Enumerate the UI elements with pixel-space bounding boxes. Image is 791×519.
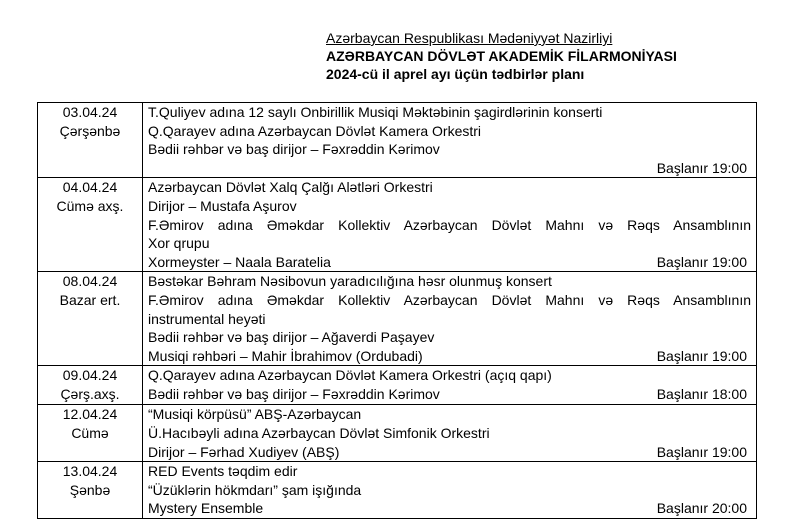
event-line: Xormeyster – Naala Baratelia bbox=[148, 253, 331, 270]
start-time: Başlanır 20:00 bbox=[656, 500, 747, 517]
events-table bbox=[37, 102, 757, 519]
event-line: Dirijor – Fərhad Xudiyev (ABŞ) bbox=[148, 443, 340, 460]
event-line: Mystery Ensemble bbox=[148, 500, 264, 517]
last-line-row bbox=[148, 499, 751, 518]
event-day: Cümə bbox=[71, 425, 109, 442]
event-date: 04.04.24 bbox=[62, 179, 118, 196]
event-line: Bədii rəhbər və baş dirijor – Fəxrəddin Kərimov bbox=[148, 385, 440, 402]
event-date: 03.04.24 bbox=[62, 104, 118, 120]
event-line: “Musiqi körpüsü” ABŞ-Azərbaycan bbox=[148, 406, 362, 423]
event-line: F.Əmirov adına Əməkdar Kollektiv Azərbaycan Dövlət Mahnı və Rəqs Ansamblının bbox=[148, 291, 751, 308]
table-row bbox=[38, 366, 757, 405]
start-time: Başlanır 19:00 bbox=[656, 347, 747, 364]
event-line: instrumental heyəti bbox=[148, 310, 266, 327]
event-date: 08.04.24 bbox=[62, 273, 118, 290]
event-cell bbox=[143, 272, 757, 366]
event-day: Cümə axş. bbox=[56, 198, 124, 215]
event-day: Bazar ert. bbox=[59, 292, 121, 309]
event-line: Azərbaycan Dövlət Xalq Çalğı Alətləri Orkestri bbox=[148, 179, 433, 196]
plan-title: 2024-cü il aprel ayı üçün tədbirlər planı bbox=[326, 66, 585, 82]
table-row bbox=[38, 178, 757, 272]
ministry-title: Azərbaycan Respublikası Mədəniyyət Nazirliyi bbox=[326, 30, 613, 46]
event-line: Bədii rəhbər və baş dirijor – Fəxrəddin Kərimov bbox=[148, 141, 440, 158]
start-time: Başlanır 18:00 bbox=[656, 385, 747, 402]
table-row bbox=[38, 103, 757, 178]
date-cell bbox=[38, 405, 143, 462]
event-cell bbox=[143, 366, 757, 405]
event-line: RED Events təqdim edir bbox=[148, 463, 298, 480]
last-line-row bbox=[148, 253, 751, 272]
start-time: Başlanır 19:00 bbox=[656, 159, 747, 176]
event-line: F.Əmirov adına Əməkdar Kollektiv Azərbaycan Dövlət Mahnı və Rəqs Ansamblının bbox=[148, 216, 751, 233]
philharmonic-title: AZƏRBAYCAN DÖVLƏT AKADEMİK FİLARMONİYASI bbox=[326, 48, 677, 64]
event-line: “Üzüklərin hökmdarı” şam işığında bbox=[148, 481, 362, 498]
date-cell bbox=[38, 462, 143, 519]
event-line: Xor qrupu bbox=[148, 235, 210, 252]
date-cell bbox=[38, 103, 143, 178]
event-date: 12.04.24 bbox=[62, 406, 118, 423]
event-day: Şənbə bbox=[69, 482, 111, 499]
start-time: Başlanır 19:00 bbox=[656, 443, 747, 460]
table-row bbox=[38, 462, 757, 519]
event-line: Dirijor – Mustafa Aşurov bbox=[148, 197, 297, 214]
date-cell bbox=[38, 366, 143, 405]
last-line-row bbox=[148, 443, 751, 462]
start-time: Başlanır 19:00 bbox=[656, 253, 747, 270]
event-cell bbox=[143, 462, 757, 519]
event-line: Q.Qarayev adına Azərbaycan Dövlət Kamera Orkestri (açıq qapı) bbox=[148, 367, 552, 384]
table-row bbox=[38, 272, 757, 366]
event-line: Bəstəkar Bəhram Nəsibovun yaradıcılığına həsr olunmuş konsert bbox=[148, 273, 552, 290]
event-cell bbox=[143, 405, 757, 462]
event-day: Çərşənbə bbox=[59, 123, 121, 139]
event-line: Ü.Hacıbəyli adına Azərbaycan Dövlət Simfonik Orkestri bbox=[148, 424, 490, 441]
last-line-row bbox=[148, 347, 751, 366]
date-cell bbox=[38, 272, 143, 366]
event-line: Bədii rəhbər və baş dirijor – Ağaverdi Paşayev bbox=[148, 329, 435, 346]
event-cell bbox=[143, 178, 757, 272]
event-date: 13.04.24 bbox=[62, 463, 118, 480]
table-row bbox=[38, 405, 757, 462]
last-line-row bbox=[148, 385, 751, 404]
event-day: Çərş.axş. bbox=[60, 386, 120, 403]
event-cell bbox=[143, 103, 757, 178]
event-line: Musiqi rəhbəri – Mahir İbrahimov (Ordubadi) bbox=[148, 347, 423, 364]
event-date: 09.04.24 bbox=[62, 367, 118, 384]
date-cell bbox=[38, 178, 143, 272]
event-line: Q.Qarayev adına Azərbaycan Dövlət Kamera Orkestri bbox=[148, 122, 482, 139]
event-line: T.Quliyev adına 12 saylı Onbirillik Musiqi Məktəbinin şagirdlərinin konserti bbox=[148, 104, 603, 120]
